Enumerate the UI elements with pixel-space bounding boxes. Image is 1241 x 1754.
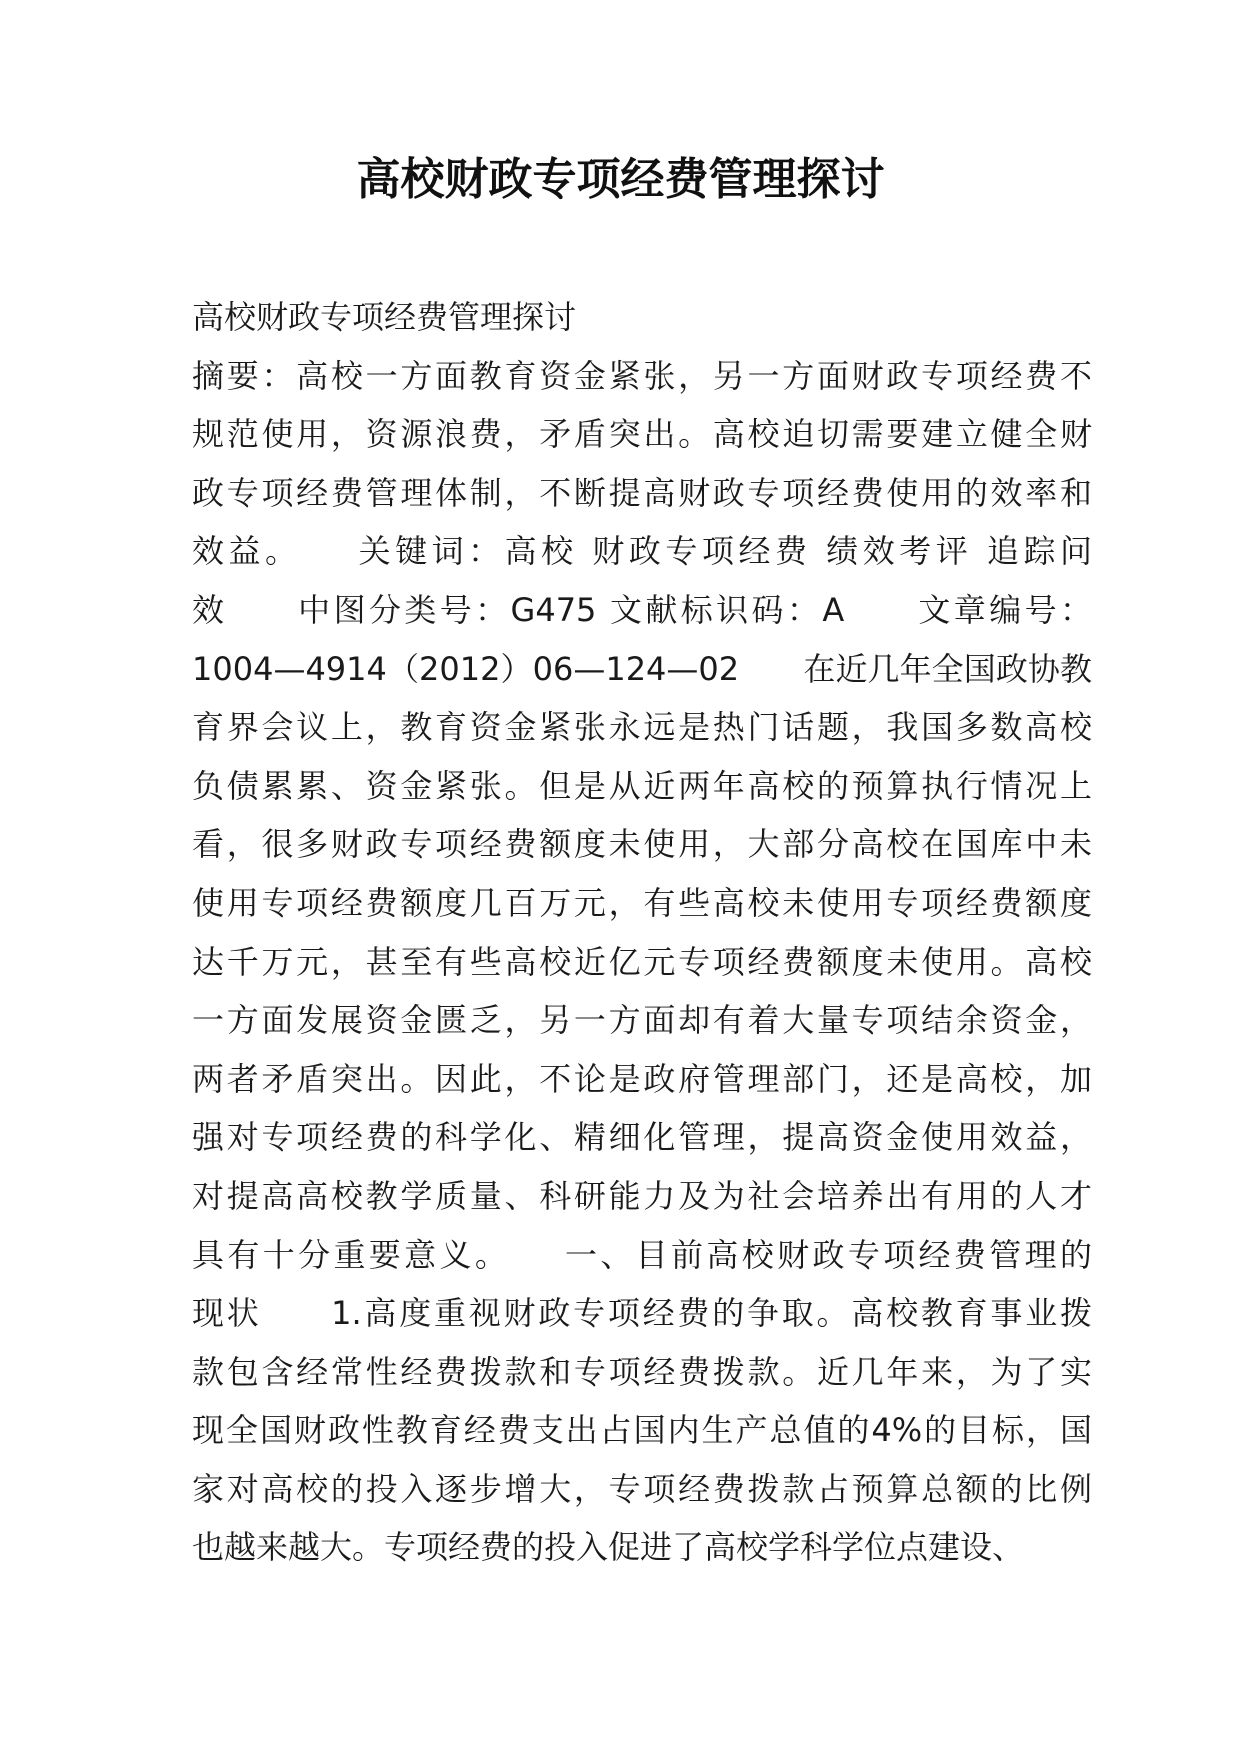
document-body	[192, 288, 1092, 1577]
body-line: 效 中图分类号：G475 文献标识码：A 文章编号：	[192, 590, 1092, 629]
body-line: 育界会议上，教育资金紧张永远是热门话题，我国多数高校	[192, 708, 1092, 747]
body-line: 也越来越大。专项经费的投入促进了高校学科学位点建设、	[192, 1528, 1025, 1567]
body-line: 1004—4914（2012）06—124—02 在近几年全国政协教	[192, 649, 1092, 688]
body-line: 达千万元，甚至有些高校近亿元专项经费额度未使用。高校	[192, 942, 1092, 981]
document-title: 高校财政专项经费管理探讨	[356, 154, 885, 205]
body-line: 家对高校的投入逐步增大，专项经费拨款占预算总额的比例	[192, 1469, 1092, 1508]
body-line: 规范使用，资源浪费，矛盾突出。高校迫切需要建立健全财	[192, 415, 1092, 454]
body-line: 效益。 关键词：高校 财政专项经费 绩效考评 追踪问	[192, 532, 1092, 571]
body-line: 具有十分重要意义。 一、目前高校财政专项经费管理的	[192, 1235, 1092, 1274]
body-line: 摘要：高校一方面教育资金紧张，另一方面财政专项经费不	[192, 356, 1092, 395]
body-line: 高校财政专项经费管理探讨	[192, 298, 577, 336]
body-line: 一方面发展资金匮乏，另一方面却有着大量专项结余资金，	[192, 1001, 1092, 1040]
body-line: 两者矛盾突出。因此，不论是政府管理部门，还是高校，加	[192, 1059, 1092, 1098]
body-line: 款包含经常性经费拨款和专项经费拨款。近几年来，为了实	[192, 1352, 1092, 1391]
body-line: 强对专项经费的科学化、精细化管理，提高资金使用效益，	[192, 1118, 1092, 1157]
body-line: 政专项经费管理体制，不断提高财政专项经费使用的效率和	[192, 473, 1092, 512]
body-line: 看，很多财政专项经费额度未使用，大部分高校在国库中未	[192, 825, 1092, 864]
body-line: 现状 1.高度重视财政专项经费的争取。高校教育事业拨	[192, 1294, 1092, 1333]
body-line: 使用专项经费额度几百万元，有些高校未使用专项经费额度	[192, 883, 1092, 922]
body-line: 现全国财政性教育经费支出占国内生产总值的4%的目标，国	[192, 1411, 1092, 1450]
body-line: 对提高高校教学质量、科研能力及为社会培养出有用的人才	[192, 1176, 1092, 1215]
body-line: 负债累累、资金紧张。但是从近两年高校的预算执行情况上	[192, 766, 1092, 805]
